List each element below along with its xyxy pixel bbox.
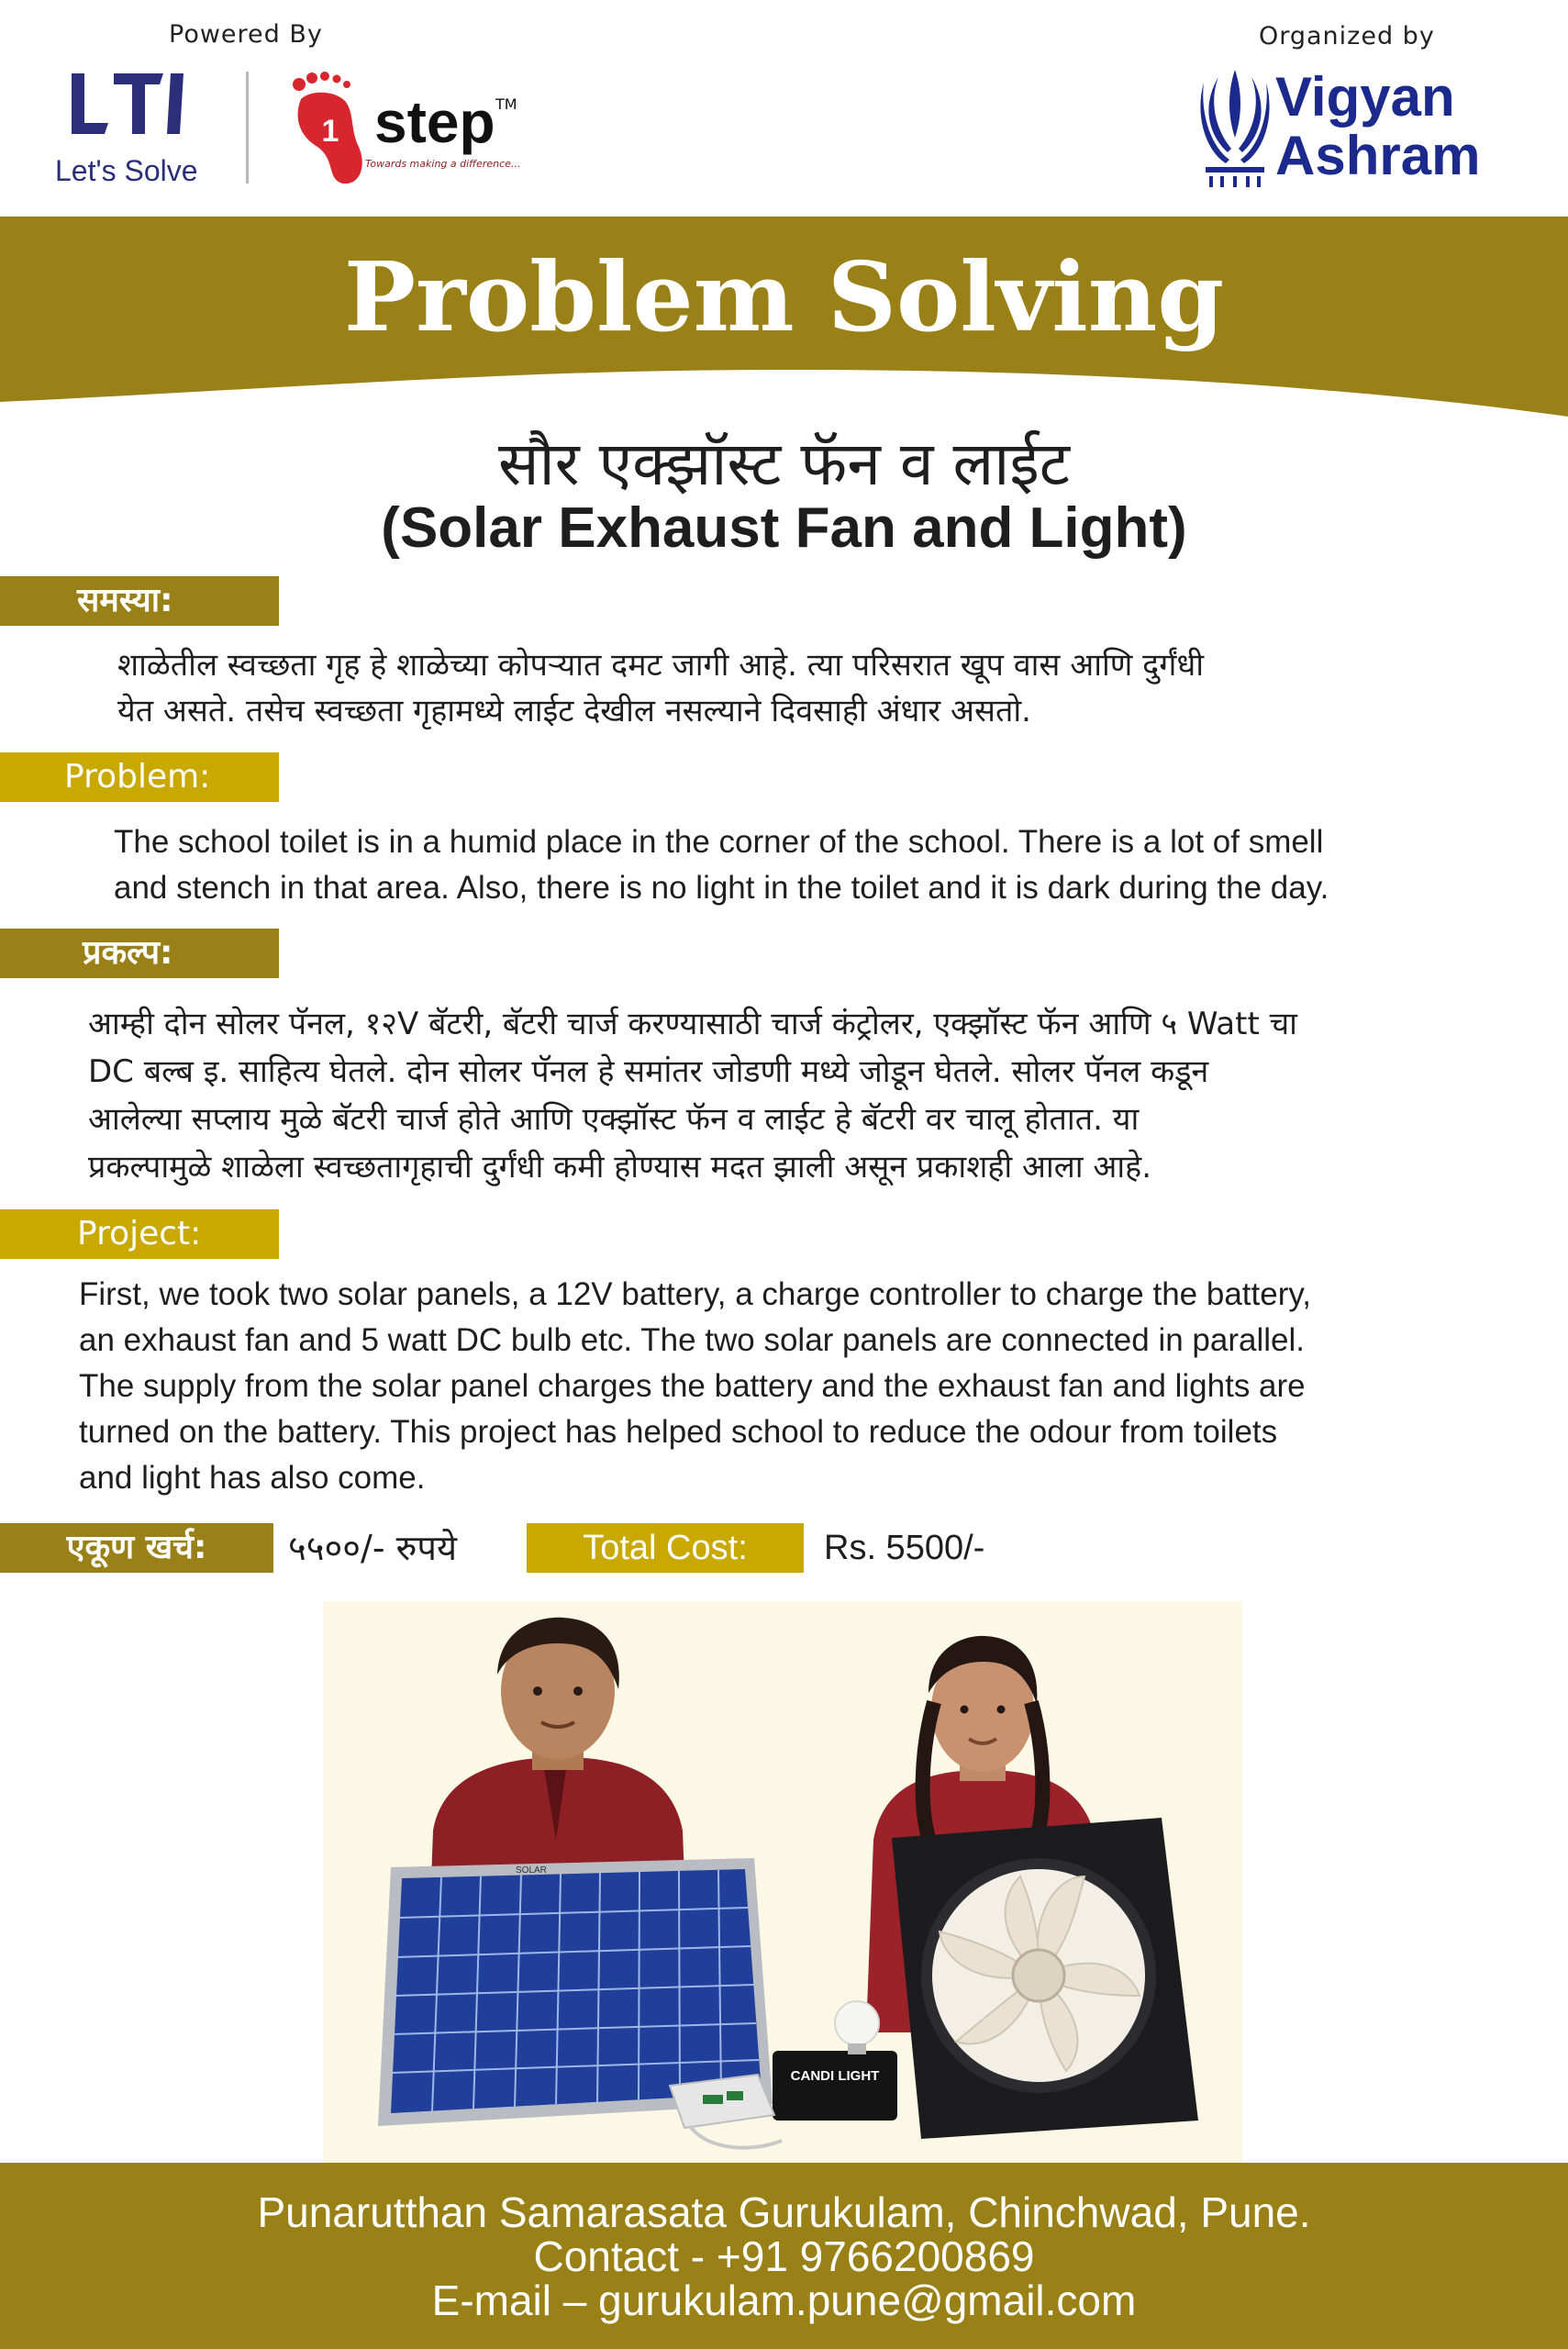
footprint-icon	[290, 72, 373, 186]
dc-bulb	[835, 2001, 879, 2054]
battery-label: CANDI LIGHT	[790, 2068, 880, 2084]
problem-text	[114, 819, 1545, 911]
lti-logo	[72, 70, 191, 136]
powered-by-label: Powered By	[169, 20, 323, 49]
problem-line: The school toilet is in a humid place in the corner of the school. There is a lot of smell	[114, 824, 1324, 860]
project-line: and light has also come.	[79, 1460, 426, 1496]
vigyan-line1: Vigyan	[1275, 66, 1455, 128]
prakalp-line: प्रकल्पामुळे शाळेला स्वच्छतागृहाची दुर्गंधी कमी होण्यास मदत झाली असून प्रकाशही आला आहे.	[88, 1149, 1152, 1186]
step-wordmark: step	[374, 89, 495, 155]
prakalp-label: प्रकल्प:	[0, 929, 279, 978]
header-divider	[246, 72, 249, 184]
project-label: Project:	[0, 1209, 279, 1259]
project-text	[79, 1272, 1547, 1501]
samasya-line: शाळेतील स्वच्छता गृह हे शाळेच्या कोपऱ्यात दमट जागी आहे. त्या परिसरात खूप वास आणि दुर्गंधी	[117, 647, 1205, 684]
banner-title: Problem Solving	[343, 240, 1225, 353]
footer-address: Punarutthan Samarasata Gurukulam, Chinchwad, Pune.	[257, 2188, 1311, 2236]
footer-contact: Contact - +91 9766200869	[533, 2232, 1035, 2280]
prakalp-text	[88, 1000, 1556, 1191]
step-tagline: Towards making a difference...	[365, 158, 521, 170]
vigyan-ashram-name	[1275, 68, 1480, 185]
project-photo	[323, 1601, 1242, 2163]
prakalp-line: DC बल्ब इ. साहित्य घेतले. दोन सोलर पॅनल हे समांतर जोडणी मध्ये जोडून घेतले. सोलर पॅनल कडून	[88, 1053, 1209, 1090]
project-line: turned on the battery. This project has helped school to reduce the odour from toilets	[79, 1414, 1278, 1450]
lti-tagline: Let's Solve	[55, 154, 198, 187]
title-english: (Solar Exhaust Fan and Light)	[381, 496, 1187, 560]
project-line: First, we took two solar panels, a 12V battery, a charge controller to charge the battery,	[79, 1276, 1311, 1312]
battery	[773, 2051, 897, 2121]
total-cost-value-marathi: ५५००/- रुपये	[288, 1528, 457, 1568]
problem-label: Problem:	[0, 752, 279, 802]
total-cost-label-english: Total Cost:	[527, 1523, 804, 1573]
step-digit: 1	[321, 114, 339, 149]
problem-line: and stench in that area. Also, there is no light in the toilet and it is dark during the day.	[114, 870, 1329, 906]
total-cost-label-marathi: एकूण खर्च:	[0, 1523, 273, 1573]
prakalp-line: आम्ही दोन सोलर पॅनल, १२V बॅटरी, बॅटरी चार्ज करण्यासाठी चार्ज कंट्रोलर, एक्झॉस्ट फॅन आणि ५ Watt चा	[88, 1006, 1297, 1042]
total-cost-value-english: Rs. 5500/-	[824, 1529, 985, 1567]
panel-brand-label: SOLAR	[516, 1865, 547, 1876]
students-with-project-image	[323, 1601, 1242, 2163]
project-line: The supply from the solar panel charges the battery and the exhaust fan and lights are	[79, 1368, 1306, 1404]
project-line: an exhaust fan and 5 watt DC bulb etc. The two solar panels are connected in parallel.	[79, 1322, 1305, 1358]
vigyan-line2: Ashram	[1275, 125, 1481, 186]
samasya-text	[117, 642, 1530, 734]
prakalp-line: आलेल्या सप्लाय मुळे बॅटरी चार्ज होते आणि एक्झॉस्ट फॅन व लाईट हे बॅटरी वर चालू होतात. या	[88, 1101, 1140, 1138]
organized-by-label: Organized by	[1259, 22, 1435, 50]
footer-email: E-mail – gurukulam.pune@gmail.com	[431, 2277, 1137, 2324]
title-marathi: सौर एक्झॉस्ट फॅन व लाईट	[497, 429, 1071, 499]
samasya-label: समस्या:	[0, 576, 279, 626]
vigyan-ashram-emblem	[1200, 64, 1270, 189]
samasya-line: येत असते. तसेच स्वच्छता गृहामध्ये लाईट देखील नसल्याने दिवसाही अंधार असतो.	[117, 693, 1031, 729]
step-tm: TM	[495, 95, 517, 113]
exhaust-fan	[892, 1818, 1198, 2139]
